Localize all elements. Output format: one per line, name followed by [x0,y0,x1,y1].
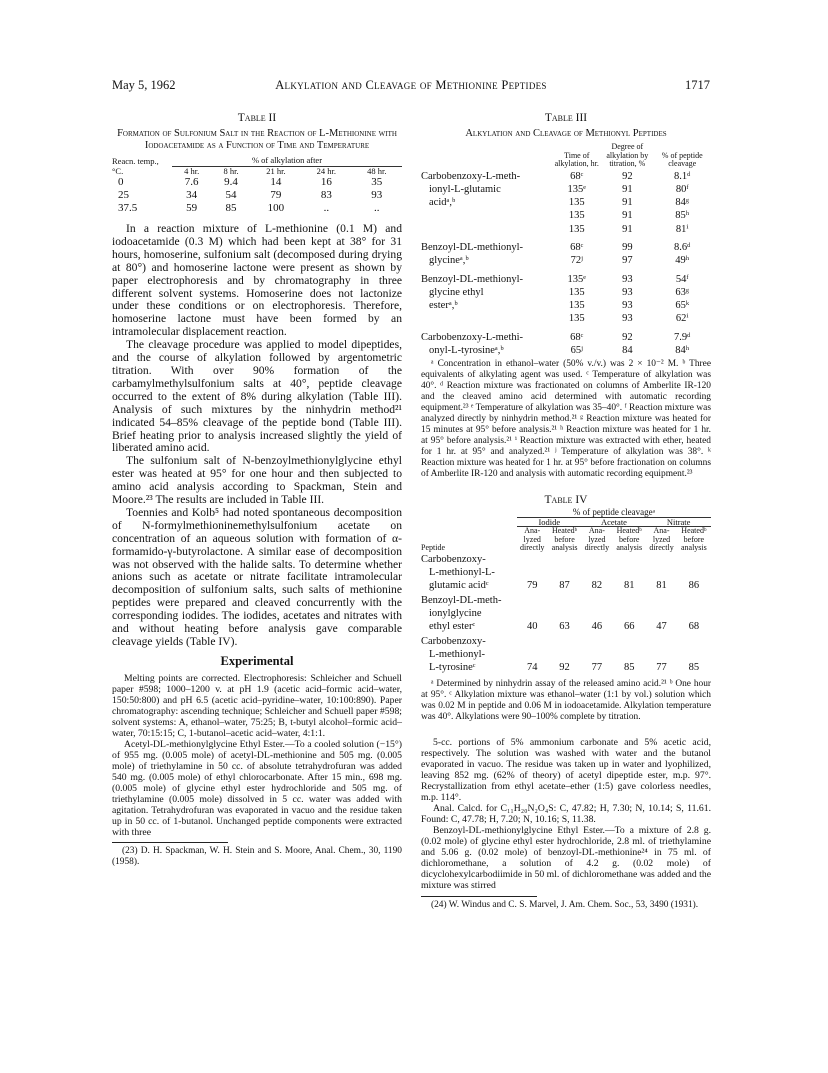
table4-cell [517,607,547,620]
table2-cell: .. [374,202,380,214]
table3-peptide-name: onyl-L-tyrosineᵃ,ᵇ [429,345,504,357]
table4-cell [547,648,581,661]
table4-peptide-name: L-tyrosineᶜ [429,661,476,673]
table2 [112,156,402,215]
left-column [112,112,402,868]
table3-row [421,170,711,183]
table4-row [421,607,711,620]
table4-peptide-name: glutamic acidᶜ [429,579,489,591]
table4-cell: 86 [688,579,700,591]
table4-cell [612,648,646,661]
table3-cell: 135 [568,300,585,312]
table2-col-header: 8 hr. [223,165,239,176]
table4-cell: 82 [591,579,603,591]
experimental-paragraph: Acetyl-DL-methionylglycine Ethyl Ester.—To a cooled solution (−15°) of 955 mg. (0.005 mole) of acetyl-DL-methionine and 505 mg. (0.005 mole) of triethylamine in 50 cc. of absolute tetrahydrofuran was added 540 mg. (0.005 mole) of ethyl chlorocarbonate. After 15 min., 698 mg. (0.005 mole) of glycine ethyl ester hydrochloride and 505 mg. of triethylamine (0.005 mole) dissolved in 5 cc. water was added with agitation. Tetrahydrofuran was evaporated in vacuo and the residue taken up in 50 cc. of 1-butanol. Unchanged peptide components were extracted with three [112,738,402,838]
table4-cell [677,607,711,620]
table3-cleavage-header: % of peptide cleavage [661,150,703,168]
table4-col-header: Heatedᵇ before analysis [551,526,578,553]
table3-peptide-name: glycine ethyl [429,286,484,298]
table3-footnotes: ᵃ Concentration in ethanol–water (50% v./v.) was 2 × 10⁻² M. ᵇ Three equivalents of alkylating agent was used. ᶜ Temperature of alkylation was 40°. ᵈ Reaction mixture was fractionated on columns of Amberlite IR-120 and the cleaved amino acid determined with automatic recording equipment.²³ ᵉ Temperature of alkylation was 35–40°. ᶠ Reaction mixture was analyzed directly by ninhydrin method.²¹ ᵍ Reaction mixture was heated for 15 minutes at 95° before analysis.²¹ ʰ Reaction mixture was heated for 1 hr. at 95° before analysis.²¹ ⁱ Reaction mixture was extracted with ether, heated for 1 hr. at 95° and analyzed.²¹ ʲ Temperature of alkylation was 38°. ᵏ Reaction mixture was heated for 1 hr. at 95° before fractionation on columns of Amberlite IR-120 and analysis with automatic recording equipment.²³ [421,359,711,480]
table3-cell: 93 [622,300,633,312]
table3-peptide-name: Benzoyl-DL-methionyl- [421,241,524,253]
table4-cell [612,635,646,648]
table3-peptide-name: Carbobenzoxy-L-methi- [421,331,524,343]
table4-cell: 47 [656,620,667,632]
table2-temp-cell: 0 [118,176,124,188]
body-paragraph: The sulfonium salt of N-benzoylmethionylglycine ethyl ester was heated at 95° for one hour and then subjected to amino acid analysis according to Spackman, Stein and Moore.²³ The results are included in Table III. [112,454,402,507]
table4-peptide-name: Carbobenzoxy- [421,553,486,565]
table3-row [421,344,711,357]
experimental-text [112,673,402,838]
table4-label: Table IV [544,494,588,507]
table4-subgroup-header: Iodide [517,517,582,527]
table4-row [421,648,711,661]
table2-row [112,176,402,189]
table3-row [421,236,711,254]
table4-row [421,553,711,566]
table2-group-header: % of alkylation after [172,156,402,166]
table4-peptide-name: Carbobenzoxy- [421,635,486,647]
table3-degree-header: Degree of alkylation by titration, % [606,142,649,168]
table4-cell [517,648,547,661]
table4-cell [582,635,612,648]
table3-cell: 135 [568,223,585,235]
experimental-heading: Experimental [220,653,294,668]
table4-cell [612,566,646,579]
table4-peptide-name: L-methionyl- [429,648,485,660]
right-column [421,112,711,911]
table4-cell: 74 [526,661,538,673]
footnote-24: (24) W. Windus and C. S. Marvel, J. Am. Chem. Soc., 53, 3490 (1931). [431,899,699,910]
table2-col-header: 24 hr. [316,165,337,176]
table4-cell: 66 [623,620,635,632]
table2-col-header: 4 hr. [184,165,200,176]
header-page-number: 1717 [685,78,710,92]
table4-row [421,620,711,635]
table2-cell: 93 [371,189,383,201]
table2-cell: 100 [267,202,285,214]
table3-cell: 68ᶜ [570,170,584,182]
right-paragraph: Benzoyl-DL-methionylglycine Ethyl Ester.—To a mixture of 2.8 g. (0.02 mole) of glycine ethyl ester hydrochloride, 2.8 ml. of triethylamine and 5.06 g. (0.02 mole) of benzoyl-DL-methionine²⁴ in 75 ml. of dichloromethane, a solution of 4.2 g. (0.02 mole) of dicyclohexylcarbodiimide in 50 ml. of dichloromethane was added and the mixture was stirred [421,824,712,891]
left-body-text [112,223,402,649]
table3 [421,142,711,357]
table3-row [421,299,711,312]
table4-subgroup-header: Acetate [582,517,647,527]
table3-row [421,312,711,325]
header-date: May 5, 1962 [112,78,176,92]
table4-footnotes: ᵃ Determined by ninhydrin assay of the released amino acid.²¹ ᵇ One hour at 95°. ᶜ Alkylation mixture was ethanol–water (1:1 by vol.) solution which was 0.02 M in peptide and 0.06 M in iodoacetamide. Alkylation temperature was 40°. Alkylations were 90–100% complete by titration. [421,678,711,722]
table2-temp-cell: 37.5 [118,202,138,214]
table4-peptide-name: Benzoyl-DL-meth- [421,594,502,606]
table2-cell: 34 [186,189,198,201]
table4-cell: 63 [559,620,570,632]
table3-cell: 135 [568,210,585,222]
table4-cell [517,635,547,648]
table4-cell [582,648,612,661]
table4-cell [612,594,646,607]
table4-cell: 81 [656,579,667,591]
table3-cell: 49ʰ [675,255,690,267]
table4-cell: 68 [688,620,700,632]
table3-row [421,196,711,209]
table2-cell: 83 [320,189,332,201]
table3-cell: 135ᵉ [567,273,586,285]
table2-col-header: 48 hr. [367,165,387,176]
table4-cell [582,566,612,579]
table3-cell: 85ʰ [675,210,690,222]
footnote-23: (23) D. H. Spackman, W. H. Stein and S. Moore, Anal. Chem., 30, 1190 (1958). [112,845,402,867]
table2-row [112,202,402,215]
table4-row [421,579,711,594]
table3-cell: 80ᶠ [675,183,689,195]
body-paragraph: In a reaction mixture of L-methionine (0.1 M) and iodoacetamide (0.3 M) which had been kept at 38° for 31 hours, homoserine, sulfonium salt (decomposed during drying at 80°) and homoserine lactone were present as shown by paper electrophoresis and by chromatography in three different solvent systems. Homoserine does not lactonize under these conditions or on electrophoresis. Therefore, homoserine lactone must have been formed by an intramolecular displacement reaction. [112,222,402,339]
table3-cell: 68ᶜ [570,241,584,253]
table3-time-header: Time of alkylation, hr. [554,150,599,168]
table3-cell: 93 [622,286,633,298]
table4-cell [582,594,612,607]
table3-cell: 7.9ᵈ [674,331,691,343]
table3-row [421,254,711,267]
table4-col-header: Ana-lyzed directly [649,526,674,553]
table4-cell [582,553,612,566]
table4-cell [547,635,581,648]
table3-peptide-name [421,209,552,222]
table3-cell: 84ᵍ [675,197,690,209]
header-title: Alkylation and Cleavage of Methionine Peptides [275,78,547,92]
table3-cell: 54ᶠ [675,273,689,285]
table3-label: Table III [544,112,588,124]
right-paragraph: Anal. Calcd. for C₁₁H₂₀N₂O₄S: C, 47.82; H, 7.30; N, 10.14; S, 11.61. Found: C, 47.78; H, 7.20; N, 10.16; S, 11.38. [421,802,711,825]
table4-cell: 87 [559,579,570,591]
table4-peptide-name: L-methionyl-L- [429,566,495,578]
table4-cell: 46 [591,620,603,632]
table3-cell: 91 [622,183,633,195]
table4-cell [646,648,676,661]
table4-cell [547,594,581,607]
table4-cell: 92 [559,661,570,673]
table4-cell: 85 [623,661,635,673]
table3-peptide-name: ionyl-L-glutamic [429,183,501,195]
table4-row [421,635,711,648]
table2-cell: 9.4 [224,176,238,188]
table3-cell: 92 [622,331,633,343]
table4-cell: 77 [656,661,667,673]
table2-cell: .. [323,202,330,214]
table4-col-header: Heatedᵇ before analysis [680,526,707,553]
table4-cell [547,553,581,566]
table2-cell: 54 [225,189,237,201]
footnote-divider [112,842,228,843]
table4-cell: 77 [591,661,603,673]
table2-temp-cell: 25 [118,189,129,201]
table3-cell: 93 [622,273,633,285]
table3-cell: 91 [622,210,633,222]
table3-peptide-name [421,312,552,325]
table2-cell: 7.6 [184,176,199,188]
table4-cell [517,553,547,566]
table3-peptide-name: glycineᵃ,ᵇ [429,255,469,267]
table4-cell [547,566,581,579]
table4-row [421,594,711,607]
table4-peptide-header: Peptide [421,543,445,553]
table3-cell: 72ʲ [570,255,583,267]
table4-cell [677,635,711,648]
table3-cell: 135 [568,286,585,298]
table3-cell: 8.1ᵈ [674,170,691,182]
table2-temp-header: Reacn. temp., °C. [112,156,159,176]
table3-cell: 135 [568,313,585,325]
table2-cell: 35 [371,176,383,188]
table2-cell: 85 [225,202,237,214]
table4-peptide-name: ethyl esterᶜ [429,620,476,632]
table2-label: Table II [237,112,277,124]
body-paragraph: Toennies and Kolb⁵ had noted spontaneous decomposition of N-formylmethioninemethylsulfonium acetate on concentration of an aqueous solution with formation of α-formamido-γ-butyrolactone. A similar ease of decomposition was not observed with the halide salts. To determine whether anions such as acetate or nitrate facilitate intramolecular decomposition of sulfonium salts, such salts of methionine peptides were prepared and cleaved concurrently with the corresponding iodides. The iodides, acetates and nitrates with and without heating before analysis gave comparable cleavage yields (Table IV). [112,505,402,648]
body-paragraph: The cleavage procedure was applied to model dipeptides, and the course of alkylation followed by argentometric titration. With over 90% formation of the carbamylmethylsulfonium salts at 40°, peptide cleavage occurred to the extent of 8% during alkylation (Table III). Analysis of such mixtures by the ninhydrin method²¹ indicated 54–85% cleavage of the peptide bond (Table III). Brief heating prior to analysis increased slightly the yield of liberated amino acid. [112,338,402,455]
table3-row [421,209,711,222]
table3-cell: 135 [568,197,585,209]
table4-cell [646,635,676,648]
table3-cell: 8.6ᵈ [674,241,691,253]
table4-cell [646,566,676,579]
table3-cell: 93 [622,313,633,325]
table3-cell: 84 [622,345,633,357]
table3-cell: 68ᶜ [570,331,584,343]
table4-cell [517,566,547,579]
table4-cell [612,553,646,566]
table2-col-header: 21 hr. [266,165,286,176]
table3-cell: 135ᵉ [567,183,586,195]
table4-row [421,566,711,579]
table4-cell [582,607,612,620]
table4-cell: 85 [688,661,700,673]
table4-cell: 79 [526,579,538,591]
table2-title: Formation of Sulfonium Salt in the Reaction of L-Methionine with Iodoacetamide as a Function of Time and Temperature [117,128,397,151]
table3-cell: 63ᵍ [675,286,690,298]
table4-cell [646,607,676,620]
table4-cell [677,566,711,579]
table2-cell: 16 [320,176,332,188]
table3-peptide-name: acidᵃ,ᵇ [429,197,456,209]
table4-cell [646,594,676,607]
table4-col-header: Ana-lyzed directly [584,526,610,553]
table4-cell: 40 [526,620,538,632]
table3-title: Alkylation and Cleavage of Methionyl Peptides [465,128,667,139]
table3-cell: 91 [622,223,633,235]
table2-cell: 79 [270,189,282,201]
table4-cell [612,607,646,620]
table3-cell: 99 [622,241,633,253]
table2-row [112,189,402,202]
table3-cell: 65ʲ [570,345,583,357]
table4-cell [677,648,711,661]
table3-cell: 92 [622,170,633,182]
table3-row [421,268,711,286]
table3-cell: 62ⁱ [675,313,689,325]
table3-peptide-name [421,223,552,236]
right-body-text [421,737,711,891]
table4-cell [547,607,581,620]
table4-cell [646,553,676,566]
table4-cell [677,594,711,607]
table3-cell: 84ʰ [675,345,690,357]
table4-peptide-name: ionylglycine [429,607,482,619]
table3-peptide-name: Benzoyl-DL-methionyl- [421,273,524,285]
table4-group-header: % of peptide cleavageᵃ [517,508,711,517]
right-paragraph: 5-cc. portions of 5% ammonium carbonate and 5% acetic acid, respectively. The solution was washed with water and the butanol evaporated in vacuo. The residue was taken up in water and lyophilized, leaving 852 mg. (62% of theory) of acetyl dipeptide ester, m.p. 97°. Recrystallization from ethyl acetate–ether (1:5) gave colorless needles, m.p. 114°. [421,736,711,803]
running-header [112,78,710,92]
experimental-paragraph: Melting points are corrected. Electrophoresis: Schleicher and Schuell paper #598; 1000–1200 v. at pH 1.9 (acetic acid–formic acid–water, 150:50:800) and pH 6.5 (acetic acid–pyridine–water, 10:100:890). Paper chromatography: ascending technique; Schleicher and Schuell paper #598; solvent systems: A, ethanol–water, 75:25; B, t-butyl alcohol–formic acid–water, 70:15:15; C, 1-butanol–acetic acid–water, 4:1:1. [112,672,402,739]
table4-cell [677,553,711,566]
table4-col-header: Heatedᵇ before analysis [616,526,643,553]
table3-cell: 97 [622,255,633,267]
table4-cell: 81 [623,579,635,591]
table4-col-header: Ana-lyzed directly [520,526,545,553]
table3-peptide-name: Carbobenzoxy-L-meth- [421,170,521,182]
table3-cell: 91 [622,197,633,209]
table3-row [421,223,711,236]
table4 [421,508,711,676]
table3-row [421,286,711,299]
table3-row [421,326,711,344]
table4-row [421,661,711,676]
footnote-divider-right [421,896,537,897]
table3-peptide-name: esterᵃ,ᵇ [429,300,458,312]
table3-cell: 81ⁱ [675,223,689,235]
table4-cell [517,594,547,607]
table2-cell: 59 [186,202,198,214]
table3-cell: 65ᵏ [675,300,690,312]
table4-subgroup-header: Nitrate [646,517,711,527]
table3-row [421,183,711,196]
table2-cell: 14 [270,176,282,188]
